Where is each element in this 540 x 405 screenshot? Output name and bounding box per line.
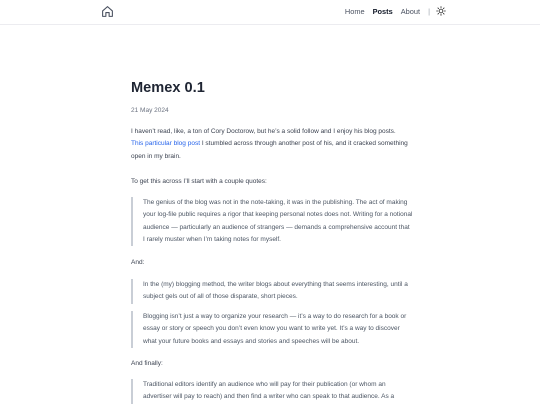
intro-text: I haven’t read, like, a ton of Cory Doctorow, but he’s a solid follow and I enjoy his blog posts. [131,128,396,135]
top-navbar [0,0,540,25]
post-title: Memex 0.1 [131,80,205,96]
blockquote: Blogging isn’t just a way to organize your research — it’s a way to do research for a book or essay or story or speech you don’t even know you want to write yet. It’s a way to discover what your future books and essays and stories and speeches will be about. [131,311,413,348]
nav-about-link[interactable]: About [400,6,421,16]
blockquote: Traditional editors identify an audience who will pay for their publication (or whom an advertiser will pay to reach) and then find a writer who can speak to that audience. As a [131,379,413,404]
sun-icon[interactable] [436,6,446,16]
intro-paragraph [131,126,409,163]
blockquote: In the (my) blogging method, the writer blogs about everything that seems interesting, until a subject gels out of all of those disparate, short pieces. [131,279,413,304]
nav-links [337,6,446,16]
post-date: 21 May 2024 [131,107,169,114]
and-paragraph: And: [131,259,145,266]
quotes-intro-paragraph: To get this across I’ll start with a couple quotes: [131,178,267,185]
blockquote: The genius of the blog was not in the note-taking, it was in the publishing. The act of making your log-file public requires a rigor that keeping personal notes does not. Writing for a notional audience — particularly an audience of strangers — demands a comprehensive account that I rarely muster when I’m taking notes for myself. [131,197,413,246]
nav-separator: | [428,6,430,16]
nav-home-link[interactable]: Home [344,6,365,16]
home-icon[interactable] [101,5,114,18]
blog-post-link[interactable]: This particular blog post [131,140,201,148]
and-finally-paragraph: And finally: [131,360,163,367]
nav-posts-link[interactable]: Posts [372,6,393,16]
intro-text-continued: I stumbled across through another post of his, and it cracked something open in my brain. [131,140,408,160]
